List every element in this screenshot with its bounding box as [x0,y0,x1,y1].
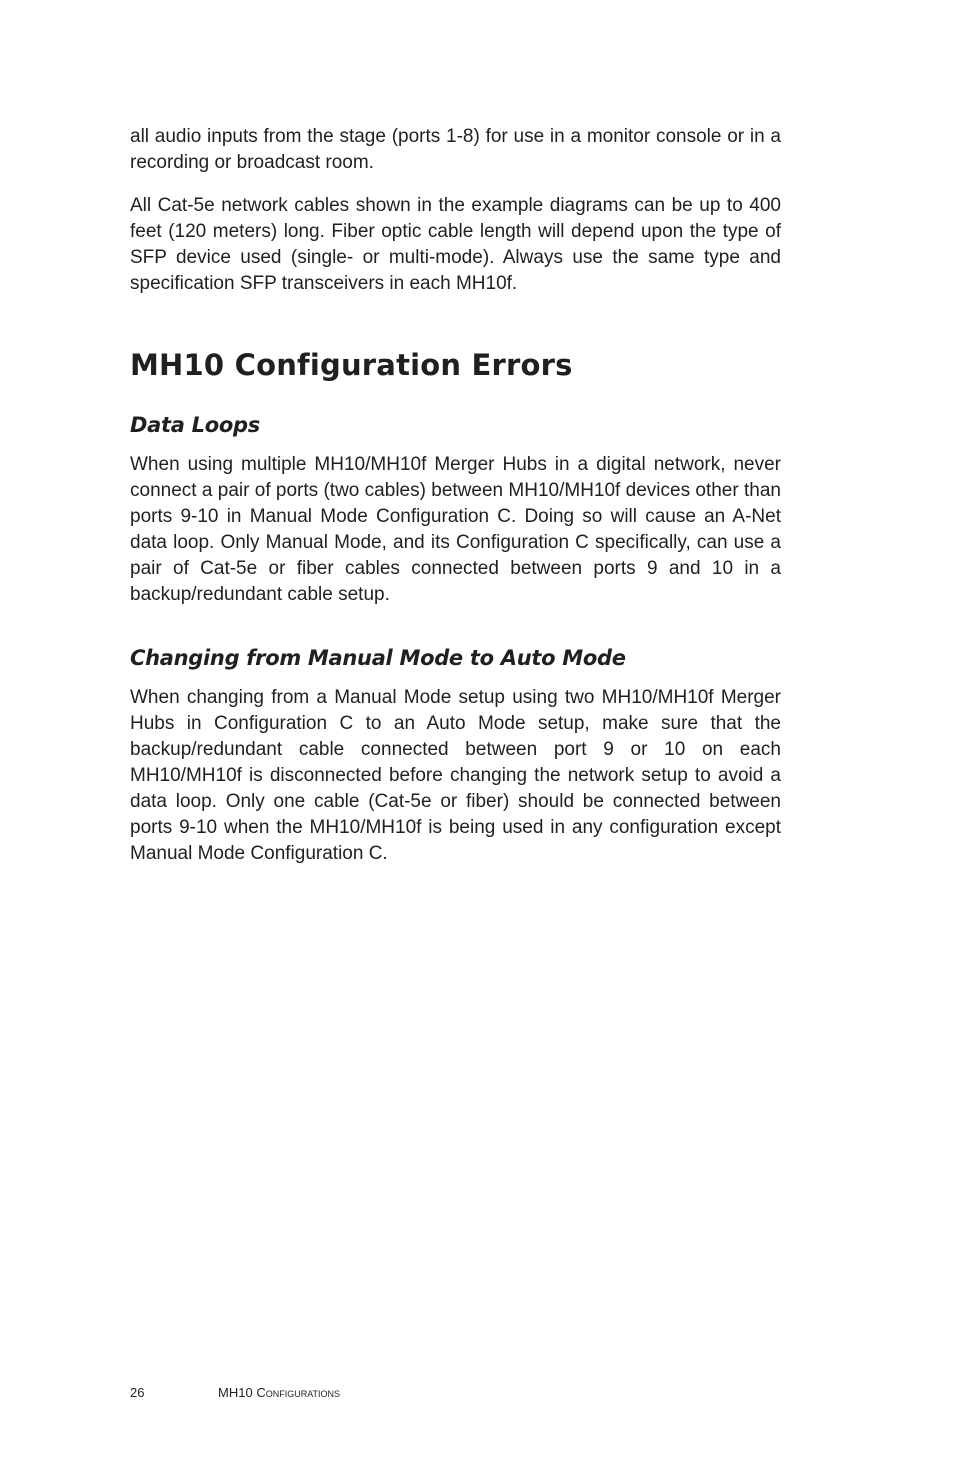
subsection-title-manual-to-auto: Changing from Manual Mode to Auto Mode [130,646,626,670]
main-content [130,124,781,867]
footer-section-prefix: MH10 [218,1385,253,1400]
subsection-text-data-loops: When using multiple MH10/MH10f Merger Hubs in a digital network, never connect a pair of ports (two cables) between MH10/MH10f devices other than ports 9-10 in Manual Mode Configuration C. Doing so will cause an A-Net data loop. Only Manual Mode, and its Configuration C specifically, can use a pair of Cat-5e or fiber cables connected between ports 9 and 10 in a backup/redundant cable setup. [130,454,781,605]
intro-paragraph-2: All Cat-5e network cables shown in the example diagrams can be up to 400 feet (120 meters) long. Fiber optic cable length will depend upon the type of SFP device used (single- or multi-mode). Always use the same type and specification SFP transceivers in each MH10f. [130,195,781,294]
running-footer-section [218,1385,340,1401]
footer-section-name: Configurations [256,1385,341,1400]
subsection-text-manual-to-auto: When changing from a Manual Mode setup using two MH10/MH10f Merger Hubs in Configuration C to an Auto Mode setup, make sure that the backup/redundant cable connected between port 9 or 10 on each MH10/MH10f is disconnected before changing the network setup to avoid a data loop. Only one cable (Cat-5e or fiber) should be connected between ports 9-10 when the MH10/MH10f is being used in any configuration except Manual Mode Configuration C. [130,687,781,864]
page-number: 26 [130,1385,145,1400]
subsection-title-data-loops: Data Loops [130,413,260,437]
section-title: MH10 Configuration Errors [130,348,573,382]
intro-paragraph-1: all audio inputs from the stage (ports 1-8) for use in a monitor console or in a recording or broadcast room. [130,126,781,173]
